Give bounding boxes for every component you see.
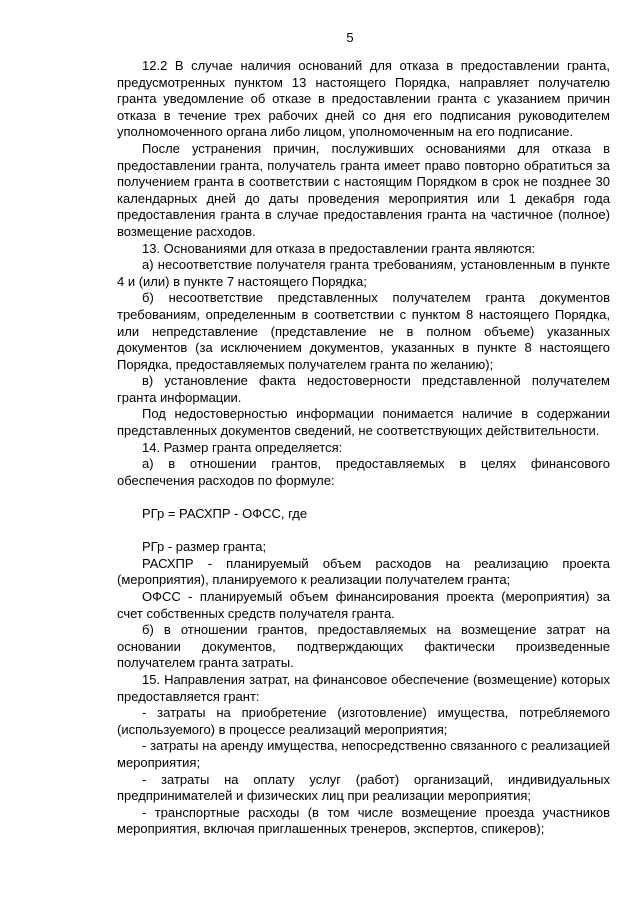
paragraph-13-title: 13. Основаниями для отказа в предоставлении гранта являются: xyxy=(142,240,536,256)
paragraph-13-b: б) несоответствие представленных получателем гранта документов требованиям, определенным в соответствии с пунктом 8 настоящего Порядка, или непредставление (представление не в полном объеме) указанных документов (за исключением документов, указанных в пункте 8 настоящего Порядка, предоставляемых получателем гранта по желанию); xyxy=(117,290,610,372)
grant-formula: РГр = РАСХПР - ОФСС, где xyxy=(142,506,308,522)
paragraph-unreliability: Под недостоверностью информации понимается наличие в содержании представленных документов сведений, не соответствующих действительности. xyxy=(117,406,610,439)
expense-item: - затраты на оплату услуг (работ) организаций, индивидуальных предпринимателей и физических лиц при реализации мероприятия; xyxy=(117,771,610,804)
paragraph-14-title: 14. Размер гранта определяется: xyxy=(142,439,343,455)
document-body xyxy=(117,58,610,838)
paragraph-13-a: а) несоответствие получателя гранта требованиям, установленным в пункте 4 и (или) в пункте 7 настоящего Порядка; xyxy=(117,257,610,289)
spacer xyxy=(117,489,610,506)
page-number: 5 xyxy=(346,30,354,45)
definition-raskhpr: РАСХПР - планируемый объем расходов на реализацию проекта (мероприятия), планируемого к реализации получателем гранта; xyxy=(117,555,610,588)
paragraph-reapply: После устранения причин, послуживших основаниями для отказа в предоставлении гранта, получатель гранта имеет право повторно обратиться за получением гранта в соответствии с настоящим Порядком в срок не позднее 30 календарных дней до даты проведения мероприятия или 1 декабря года предоставления гранта в случае предоставления гранта на частичное (полное) возмещение расходов. xyxy=(117,140,610,239)
paragraph-13-v: в) установление факта недостоверности представленной получателем гранта информации. xyxy=(117,373,610,405)
paragraph-15-title: 15. Направления затрат, на финансовое обеспечение (возмещение) которых предоставляется грант: xyxy=(117,671,610,704)
paragraph-12-2: 12.2 В случае наличия оснований для отказа в предоставлении гранта, предусмотренных пунктом 13 настоящего Порядка, направляет получателю гранта уведомление об отказе в предоставлении гранта с указанием причин отказа в течение трех рабочих дней со дня его подписания руководителем уполномоченного органа либо лицом, уполномоченным на его подписание. xyxy=(117,58,610,140)
spacer xyxy=(117,523,610,540)
paragraph-14-b: б) в отношении грантов, предоставляемых на возмещение затрат на основании документов, подтверждающих фактически произведенные получателем гранта затраты. xyxy=(117,622,610,671)
definition-ofss: ОФСС - планируемый объем финансирования проекта (мероприятия) за счет собственных средств получателя гранта. xyxy=(117,589,610,621)
expense-item: - затраты на аренду имущества, непосредственно связанного с реализацией мероприятия; xyxy=(117,738,610,770)
paragraph-14-a: а) в отношении грантов, предоставляемых в целях финансового обеспечения расходов по формуле: xyxy=(117,456,610,488)
definition-rgr: РГр - размер гранта; xyxy=(142,539,267,555)
expense-item: - затраты на приобретение (изготовление) имущества, потребляемого (используемого) в процессе реализаций мероприятия; xyxy=(117,705,610,737)
expense-item: - транспортные расходы (в том числе возмещение проезда участников мероприятия, включая приглашенных тренеров, экспертов, спикеров); xyxy=(117,804,610,837)
